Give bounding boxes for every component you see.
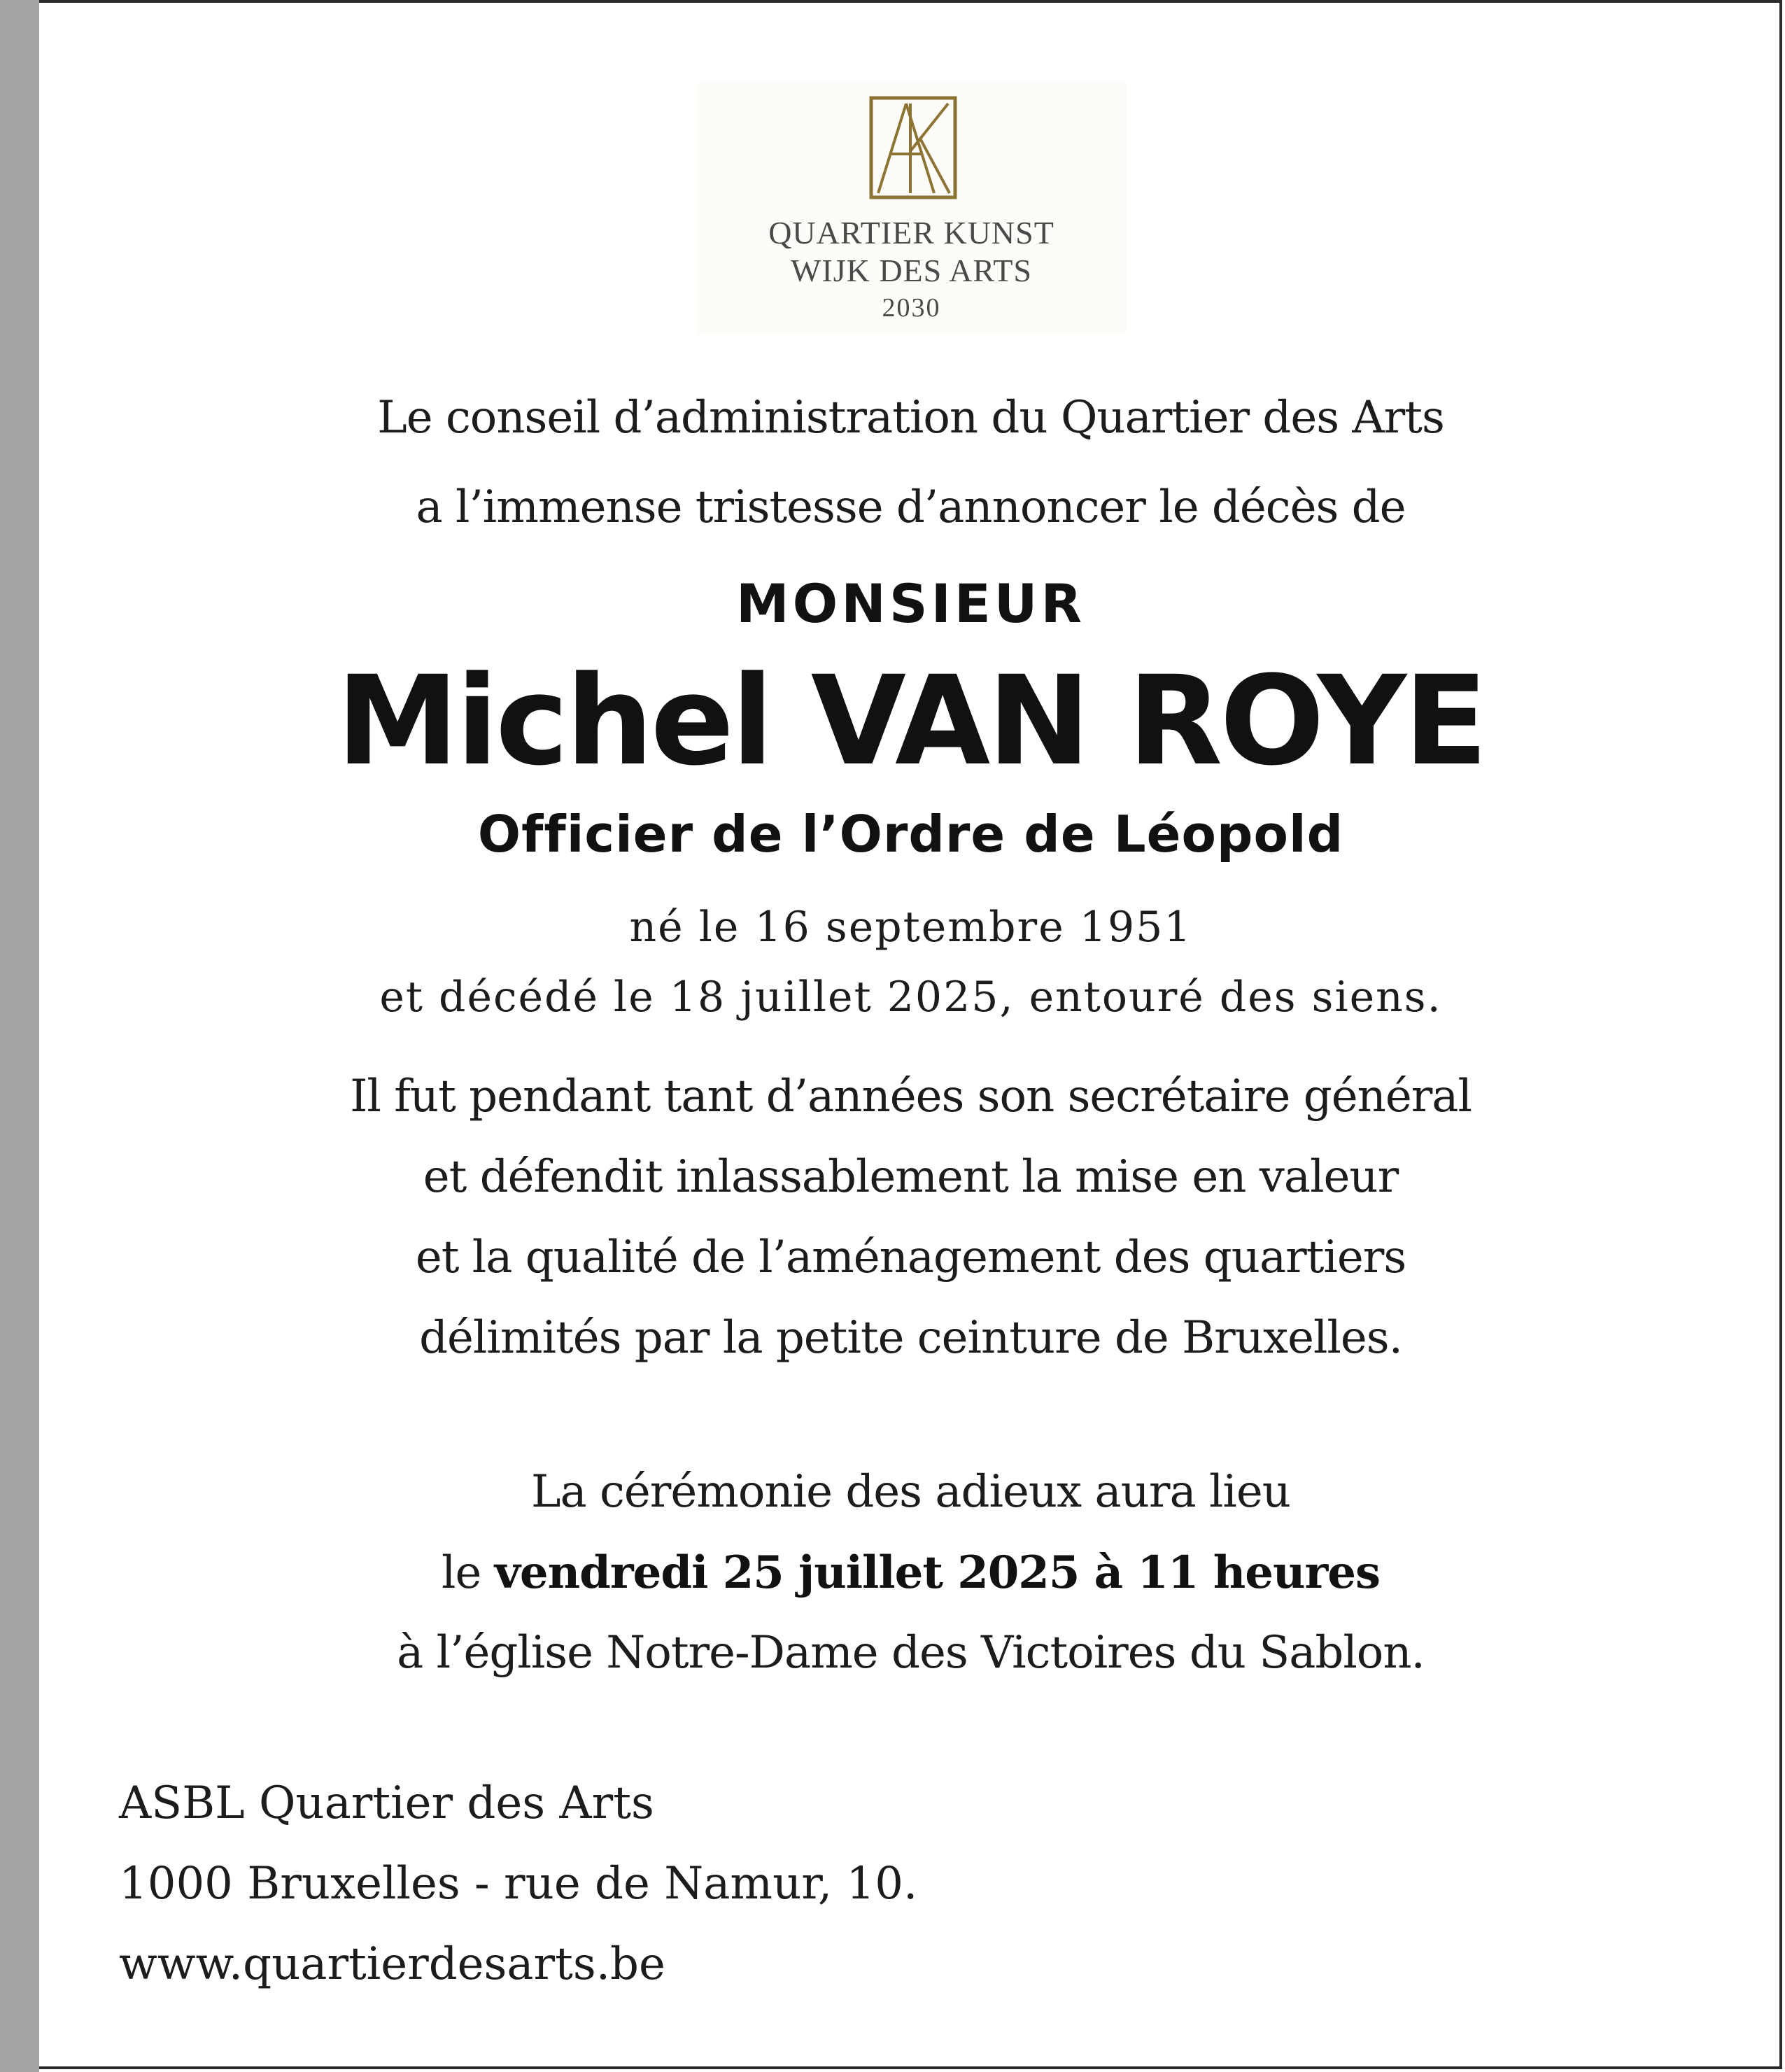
birth-date: né le 16 septembre 1951 [629, 903, 1192, 952]
ceremony-prefix: le [442, 1547, 495, 1599]
left-margin-bar [0, 0, 39, 2072]
honorific-title: MONSIEUR [735, 572, 1085, 635]
logo-wijk: WIJK [790, 253, 870, 288]
logo-text-line1 [696, 214, 1127, 251]
distinction-title: Officier de l’Ordre de Léopold [477, 805, 1344, 864]
ceremony-location: à l’église Notre-Dame des Victoires du Sablon. [397, 1627, 1425, 1679]
tribute-line-3: et la qualité de l’aménagement des quartiers [415, 1232, 1406, 1283]
logo-kunst: KUNST [943, 215, 1054, 251]
logo-text-line2 [696, 252, 1127, 289]
tribute-line-1: Il fut pendant tant d’années son secrétaire général [350, 1071, 1472, 1122]
logo-des-arts: DES ARTS [879, 253, 1033, 288]
intro-line-1: Le conseil d’administration du Quartier des Arts [377, 392, 1444, 444]
ak-monogram-icon [868, 95, 958, 200]
footer-organization: ASBL Quartier des Arts [119, 1777, 654, 1829]
quartier-des-arts-logo [696, 83, 1127, 334]
footer-website[interactable]: www.quartierdesarts.be [119, 1938, 665, 1990]
logo-quartier: QUARTIER [768, 215, 935, 251]
tribute-line-2: et défendit inlassablement la mise en valeur [423, 1151, 1399, 1203]
footer-address: 1000 Bruxelles - rue de Namur, 10. [119, 1858, 918, 1910]
ceremony-line-2 [39, 1546, 1782, 1599]
intro-line-2: a l’immense tristesse d’annoncer le décès de [416, 481, 1406, 533]
ceremony-datetime: vendredi 25 juillet 2025 à 11 heures [494, 1546, 1380, 1599]
tribute-line-4: délimités par la petite ceinture de Bruxelles. [419, 1312, 1402, 1364]
logo-year: 2030 [882, 293, 941, 323]
deceased-name: Michel VAN ROYE [336, 649, 1486, 793]
death-date: et décédé le 18 juillet 2025, entouré des siens. [379, 973, 1442, 1022]
ceremony-line-1: La cérémonie des adieux aura lieu [531, 1466, 1290, 1518]
